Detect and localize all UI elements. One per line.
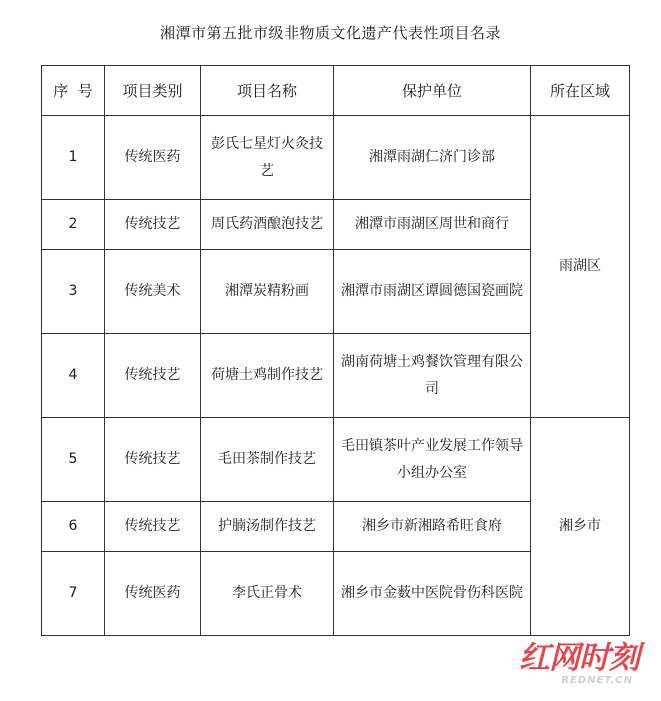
row-unit: 湖南荷塘土鸡餐饮管理有限公司 (334, 334, 531, 418)
table-header-row (42, 66, 630, 116)
row-category: 传统医药 (105, 116, 201, 200)
header-unit: 保护单位 (334, 66, 531, 116)
region-cell: 雨湖区 (531, 116, 630, 418)
row-index: 4 (42, 334, 105, 418)
row-index: 7 (42, 552, 105, 636)
heritage-project-table (41, 65, 630, 636)
row-index: 3 (42, 250, 105, 334)
table-row (42, 418, 630, 502)
row-name: 毛田茶制作技艺 (201, 418, 334, 502)
document-title: 湘潭市第五批市级非物质文化遗产代表性项目名录 (159, 24, 501, 42)
row-name: 彭氏七星灯火灸技艺 (201, 116, 334, 200)
row-index: 6 (42, 502, 105, 552)
row-category: 传统技艺 (105, 200, 201, 250)
table-row (42, 116, 630, 200)
watermark-logo: 红网时刻 (519, 640, 639, 676)
row-unit: 湘潭市雨湖区周世和商行 (334, 200, 531, 250)
row-index: 5 (42, 418, 105, 502)
row-category: 传统医药 (105, 552, 201, 636)
row-category: 传统技艺 (105, 502, 201, 552)
row-unit: 湘潭雨湖仁济门诊部 (334, 116, 531, 200)
row-name: 荷塘土鸡制作技艺 (201, 334, 334, 418)
row-index: 1 (42, 116, 105, 200)
row-unit: 湘乡市金薮中医院骨伤科医院 (334, 552, 531, 636)
watermark-url: REDNET.CN (561, 675, 633, 686)
header-region: 所在区域 (531, 66, 630, 116)
rednet-watermark (499, 641, 639, 691)
row-name: 周氏药酒酿泡技艺 (201, 200, 334, 250)
region-cell: 湘乡市 (531, 418, 630, 636)
row-unit: 湘潭市雨湖区谭圆德国瓷画院 (334, 250, 531, 334)
row-name: 李氏正骨术 (201, 552, 334, 636)
header-index: 序 号 (42, 66, 105, 116)
row-category: 传统技艺 (105, 334, 201, 418)
header-name: 项目名称 (201, 66, 334, 116)
row-index: 2 (42, 200, 105, 250)
row-unit: 湘乡市新湘路希旺食府 (334, 502, 531, 552)
row-name: 护腩汤制作技艺 (201, 502, 334, 552)
row-category: 传统美术 (105, 250, 201, 334)
header-category: 项目类别 (105, 66, 201, 116)
row-category: 传统技艺 (105, 418, 201, 502)
row-name: 湘潭炭精粉画 (201, 250, 334, 334)
row-unit: 毛田镇茶叶产业发展工作领导小组办公室 (334, 418, 531, 502)
